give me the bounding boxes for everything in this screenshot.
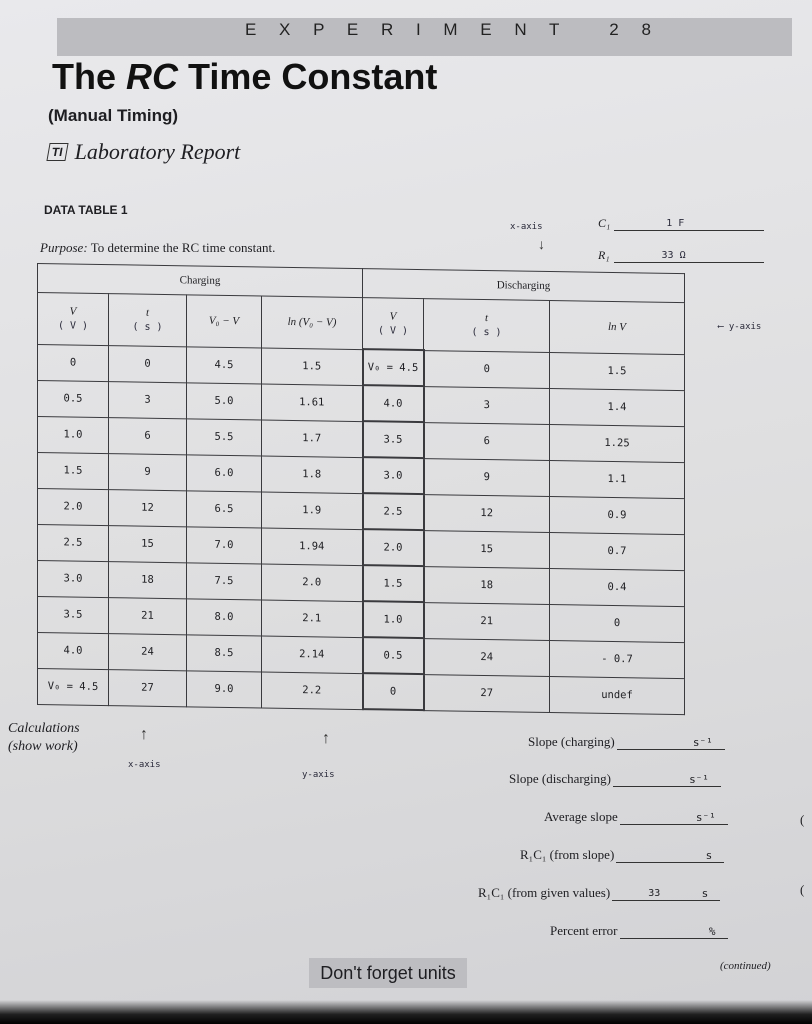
c1-value: 1 F [666,218,685,229]
table-cell: 1.9 [262,492,363,530]
column-header [424,299,550,352]
page-title [52,56,437,98]
table-cell: 0.4 [550,568,685,606]
table-cell: 1.8 [262,456,363,494]
arrow-down-icon: ↓ [538,238,545,253]
column-unit: ( s ) [132,321,163,333]
experiment-heading [245,20,660,40]
x-axis-note-bottom: x-axis [128,760,161,770]
table-cell: 1.5 [38,452,109,489]
result-row [509,770,721,787]
table-cell: 7.0 [187,526,262,563]
calculations-title: Calculations [8,721,80,736]
table-cell: 15 [424,530,550,568]
table-cell: 2.0 [363,529,424,566]
table-cell: 1.25 [550,424,685,462]
table-cell: 12 [424,494,550,532]
column-symbol: t [145,306,150,319]
experiment-number: 2 8 [609,20,660,39]
table-cell: 0.9 [550,496,685,534]
result-answer-line [616,846,724,863]
result-label: Slope (charging) [528,734,615,749]
title-rc: RC [126,56,179,97]
y-axis-note-text: y-axis [728,322,762,332]
table-cell: 21 [109,597,187,634]
table-cell: 3.0 [38,560,109,597]
x-axis-note-top: x-axis [510,222,543,232]
table-cell: 3.5 [38,596,109,633]
report-label: Laboratory Report [74,139,241,164]
c1-line [614,216,764,231]
table-cell: 3.0 [363,457,424,494]
table-cell: 0.5 [363,637,424,674]
table-cell: 9 [109,453,187,490]
continued-note: (continued) [720,960,771,972]
data-table [37,263,685,715]
table-cell: 5.5 [187,418,262,455]
arrow-left-icon: ⟵ [718,322,729,332]
column-unit: ( V ) [377,324,409,337]
table-cell: 6.5 [187,490,262,527]
result-label: Slope (discharging) [509,771,611,786]
purpose-label: Purpose: [40,240,88,255]
table-cell: 0 [109,345,187,382]
table-cell: 6 [109,417,187,454]
table-cell: 7.5 [187,562,262,599]
table-cell: 1.7 [262,420,363,458]
table-cell: 1.5 [363,565,424,602]
table-cell: 4.0 [38,632,109,669]
table-cell: 27 [109,669,187,706]
c1-field [598,216,764,231]
column-header [550,301,685,355]
result-answer-line [617,733,725,750]
table-cell: 8.0 [187,598,262,635]
result-value: 33 [648,888,661,899]
margin-paren: ( [800,812,805,827]
column-symbol: ln (V₀ − V) [287,316,337,329]
r1-field [598,248,764,263]
result-unit: s [701,887,709,900]
purpose-line [40,240,275,256]
result-unit: s⁻¹ [695,811,716,824]
r1-line [614,248,764,263]
calculations-label [8,720,80,756]
table-cell: 21 [424,602,550,640]
table-cell: 3.5 [363,421,424,458]
table-cell: V₀ = 4.5 [363,349,424,386]
result-row [550,922,728,939]
table-cell: 18 [424,566,550,604]
table-cell: 0 [550,604,685,642]
table-cell: 2.1 [262,600,363,638]
table-cell: 2.14 [262,636,363,674]
arrow-up-icon: ↑ [322,730,330,747]
result-row [528,733,725,750]
result-row [478,884,720,901]
column-header [38,293,109,346]
table-cell: 24 [424,638,550,676]
table-cell: 3 [424,386,550,424]
table-cell: 0.5 [38,380,109,417]
table-cell: 15 [109,525,187,562]
column-header [363,298,424,350]
group-discharging: Discharging [363,269,685,303]
table-cell: 1.4 [550,388,685,426]
r1-label: R₁ [598,248,610,262]
c1-label: C₁ [598,216,611,230]
table-cell: 1.0 [38,416,109,453]
result-label: Percent error [550,923,618,938]
table-cell: 1.61 [262,384,363,422]
column-header [187,295,262,348]
y-axis-note-right [718,322,761,332]
photo-shadow [0,1000,812,1024]
result-label: R₁C₁ (from given values) [478,885,611,900]
group-charging: Charging [38,264,363,298]
table-cell: 2.0 [262,564,363,602]
result-label: R₁C₁ (from slope) [520,847,615,862]
experiment-label: E X P E R I M E N T [245,20,569,39]
page-subtitle: (Manual Timing) [48,106,179,125]
table-cell: undef [550,676,685,714]
column-header [109,294,187,347]
table-cell: 2.2 [262,672,363,710]
table-cell: 1.1 [550,460,685,498]
column-symbol: t [484,311,489,324]
y-axis-note-bottom: y-axis [302,770,335,780]
table-cell: 4.0 [363,385,424,422]
ti-logo: TI [46,143,68,161]
report-label-row [48,139,240,165]
table-cell: V₀ = 4.5 [38,668,109,705]
table-cell: 18 [109,561,187,598]
column-symbol: V [389,310,397,323]
margin-paren: ( [800,882,805,897]
result-unit: % [708,925,716,938]
result-answer-line [612,884,720,901]
table-cell: 4.5 [187,346,262,383]
table-body [38,344,685,714]
calculations-subtitle: (show work) [8,739,78,754]
result-label: Average slope [544,809,618,824]
arrow-up-icon: ↑ [140,726,148,743]
table-cell: 6 [424,422,550,460]
result-unit: s [705,849,713,862]
result-answer-line [620,808,728,825]
data-table-label: DATA TABLE 1 [44,203,128,217]
column-symbol: V₀ − V [208,314,240,328]
column-symbol: ln V [607,321,627,334]
table-cell: 2.5 [38,524,109,561]
table-cell: 9.0 [187,670,262,707]
result-unit: s⁻¹ [689,773,709,786]
table-cell: 0 [424,350,550,388]
table-cell: 0 [363,673,424,710]
table-cell: 27 [424,674,550,712]
table-cell: 8.5 [187,634,262,671]
table-cell: 9 [424,458,550,496]
table-cell: 1.94 [262,528,363,566]
title-prefix: The [52,56,117,97]
table-cell: 12 [109,489,187,526]
table-cell: 1.5 [262,348,363,386]
column-unit: ( s ) [471,326,502,339]
units-reminder: Don't forget units [309,958,467,988]
table-cell: 2.0 [38,488,109,525]
table-cell: 0.7 [550,532,685,570]
result-answer-line [620,922,728,939]
result-unit: s⁻¹ [692,736,713,749]
table-cell: 1.5 [550,352,685,390]
table-cell: - 0.7 [550,640,685,678]
column-header [262,296,363,349]
table-cell: 1.0 [363,601,424,638]
purpose-text: To determine the RC time constant. [90,240,276,255]
result-row [520,846,724,863]
table-cell: 5.0 [187,382,262,419]
title-suffix: Time Constant [188,56,438,97]
table-cell: 6.0 [187,454,262,491]
column-symbol: V [69,305,77,318]
r1-value: 33 Ω [661,250,686,261]
column-unit: ( V ) [57,320,89,332]
table-cell: 3 [109,381,187,418]
table-cell: 24 [109,633,187,670]
table-cell: 2.5 [363,493,424,530]
result-row [544,808,728,825]
table-cell: 0 [38,344,109,381]
result-answer-line [613,770,721,787]
